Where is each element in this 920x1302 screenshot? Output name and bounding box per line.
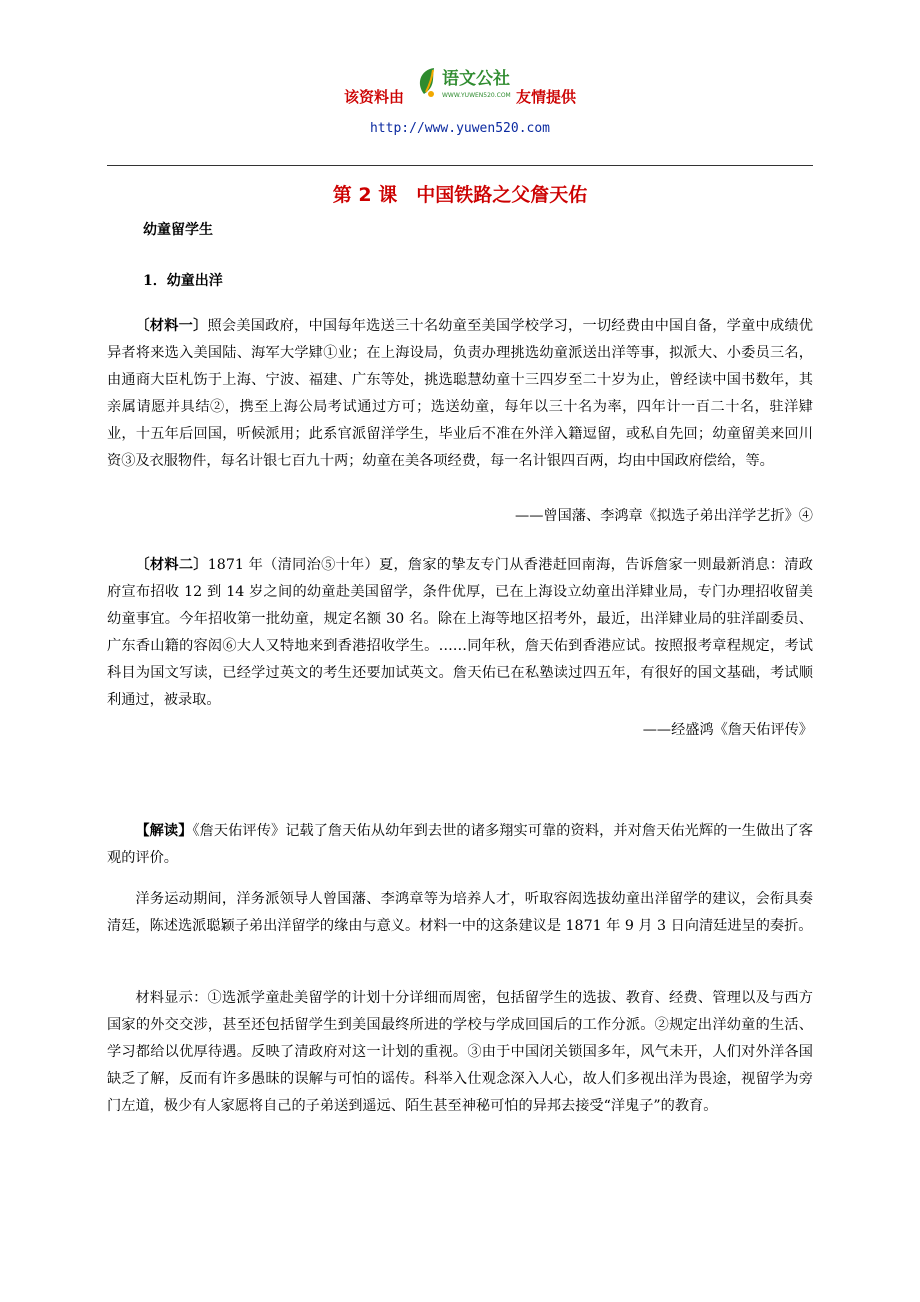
- context-paragraph: 洋务运动期间，洋务派领导人曾国藩、李鸿章等为培养人才，听取容闳选拔幼童出洋留学的建议，会衔具奏清廷，陈述选派聪颖子弟出洋留学的缘由与意义。材料一中的这条建议是 1871 年 9 月 3 日向清廷进呈的奏折。: [107, 891, 813, 934]
- lesson-title: 第 2 课 中国铁路之父詹天佑: [332, 184, 588, 206]
- logo-subtext: WWW.YUWEN520.COM: [442, 92, 511, 99]
- section-title: 幼童留学生: [143, 222, 213, 238]
- interpretation-label: 【解读】: [135, 823, 193, 839]
- logo-text: 语文公社: [442, 69, 510, 89]
- material-one-paragraph: [107, 313, 813, 475]
- material-two-source: ——经盛鸿《詹天佑评传》: [642, 722, 813, 738]
- yuwen-logo: [414, 64, 514, 104]
- material-one-source: ——曾国藩、李鸿章《拟选子弟出洋学艺折》④: [515, 508, 813, 524]
- material-one-label: 〔材料一〕: [135, 318, 208, 334]
- interpretation-body: 《詹天佑评传》记载了詹天佑从幼年到去世的诸多翔实可靠的资料，并对詹天佑光辉的一生做出了客观的评价。: [107, 823, 813, 866]
- subsection-title: 1．幼童出洋: [143, 273, 223, 289]
- interpretation-paragraph: [107, 818, 813, 872]
- provider-suffix: 友情提供: [516, 88, 577, 106]
- site-url-link[interactable]: http://www.yuwen520.com: [369, 121, 550, 136]
- material-one-body: 照会美国政府，中国每年选送三十名幼童至美国学校学习，一切经费由中国自备，学童中成绩优异者将来选入美国陆、海军大学肄①业；在上海设局，负责办理挑选幼童派送出洋等事，拟派大、小委员三名，由通商大臣札饬于上海、宁波、福建、广东等处，挑选聪慧幼童十三四岁至二十岁为止，曾经读中国书数年，其亲属请愿并具结②，携至上海公局考试通过方可；选送幼童，每年以三十名为率，四年计一百二十名，驻洋肄业，十五年后回国，听候派用；此系官派留洋学生，毕业后不准在外洋入籍逗留，或私自先回；幼童留美来回川资③及衣服物件，每名计银七百九十两；幼童在美各项经费，每一名计银四百两，均由中国政府偿给，等。: [107, 318, 813, 469]
- material-two-paragraph: [107, 552, 813, 714]
- leaf-logo-icon: [414, 64, 514, 104]
- provider-prefix: 该资料由: [343, 88, 404, 106]
- material-two-label: 〔材料二〕: [135, 557, 208, 573]
- header-divider: [107, 165, 813, 166]
- analysis-paragraph: 材料显示：①选派学童赴美留学的计划十分详细而周密，包括留学生的选拔、教育、经费、管理以及与西方国家的外交交涉，甚至还包括留学生到美国最终所进的学校与学成回国后的工作分派。②规定出洋幼童的生活、学习都给以优厚待遇。反映了清政府对这一计划的重视。③由于中国闭关锁国多年，风气未开，人们对外洋各国缺乏了解，反而有许多愚昧的误解与可怕的谣传。科举入仕观念深入人心，故人们多视出洋为畏途，视留学为旁门左道，极少有人家愿将自己的子弟送到遥远、陌生甚至神秘可怕的异邦去接受“洋鬼子”的教育。: [107, 990, 813, 1114]
- material-two-body: 1871 年（清同治⑤十年）夏，詹家的挚友专门从香港赶回南海，告诉詹家一则最新消息：清政府宣布招收 12 到 14 岁之间的幼童赴美国留学，条件优厚，已在上海设立幼童出洋肄业局，专门办理招收留美幼童事宜。今年招收第一批幼童，规定名额 30 名。除在上海等地区招考外，最近，出洋肄业局的驻洋副委员、广东香山籍的容闳⑥大人又特地来到香港招收学生。……同年秋，詹天佑到香港应试。按照报考章程规定，考试科目为国文写读，已经学过英文的考生还要加试英文。詹天佑已在私塾读过四五年，有很好的国文基础，考试顺利通过，被录取。: [107, 557, 813, 708]
